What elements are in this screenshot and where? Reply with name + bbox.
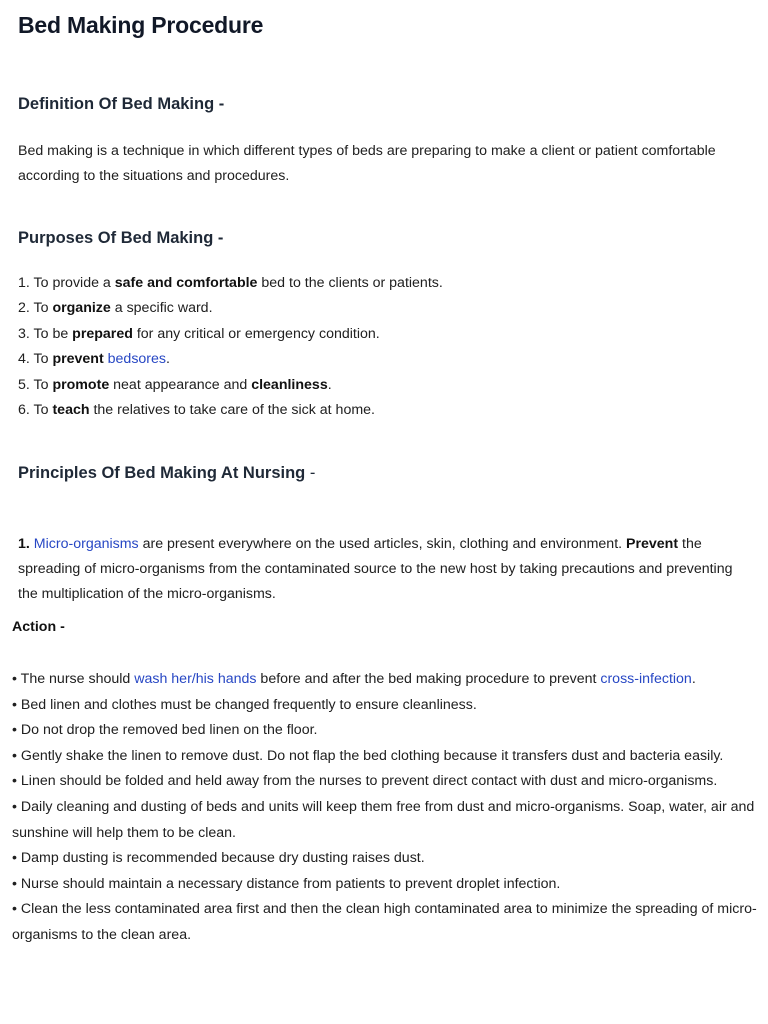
definition-heading: Definition Of Bed Making - [18, 95, 225, 113]
purpose-item-5: 5. To promote neat appearance and cleanliness. [18, 376, 332, 393]
action-item-2: • Bed linen and clothes must be changed frequently to ensure cleanliness. [12, 696, 477, 713]
action-item-1: • The nurse should wash her/his hands before and after the bed making procedure to prevent cross-infection. [12, 671, 696, 687]
purpose-item-1: 1. To provide a safe and comfortable bed to the clients or patients. [18, 275, 443, 291]
purpose-item-3: 3. To be prepared for any critical or emergency condition. [18, 325, 380, 342]
definition-text: Bed making is a technique in which different types of beds are preparing to make a client or patient comfortable according to the situations and procedures. [18, 143, 716, 184]
principles-heading: Principles Of Bed Making At Nursing - [18, 464, 316, 482]
cross-infection-link[interactable]: cross-infection [600, 671, 692, 687]
action-item-7: • Damp dusting is recommended because dry dusting raises dust. [12, 850, 425, 867]
action-item-5: • Linen should be folded and held away from the nurses to prevent direct contact with dust and micro-organisms. [12, 773, 718, 790]
action-item-9: • Clean the less contaminated area first and then the clean high contaminated area to minimize the spreading of micro-organisms to the clean area. [12, 901, 757, 943]
bedsores-link[interactable]: bedsores [107, 351, 167, 368]
purpose-item-6: 6. To teach the relatives to take care of the sick at home. [18, 402, 375, 419]
purpose-item-2: 2. To organize a specific ward. [18, 300, 213, 317]
wash-hands-link[interactable]: wash her/his hands [134, 671, 257, 687]
actions-list [12, 667, 760, 949]
purpose-item-4: 4. To prevent bedsores. [18, 351, 170, 368]
purposes-list [18, 271, 758, 423]
action-item-4: • Gently shake the linen to remove dust. Do not flap the bed clothing because it transfers dust and bacteria easily. [12, 747, 724, 764]
action-label: Action - [12, 619, 65, 635]
page-title: Bed Making Procedure [18, 12, 264, 38]
action-item-6: • Daily cleaning and dusting of beds and units will keep them free from dust and micro-organisms. Soap, water, air and sunshine will help them to be clean. [12, 798, 755, 841]
purposes-heading: Purposes Of Bed Making - [18, 229, 224, 247]
action-item-8: • Nurse should maintain a necessary distance from patients to prevent droplet infection. [12, 875, 561, 892]
micro-organisms-link[interactable]: Micro-organisms [33, 536, 139, 552]
action-item-3: • Do not drop the removed bed linen on the floor. [12, 722, 318, 739]
principle-1-text: 1. Micro-organisms are present everywhere on the used articles, skin, clothing and environment. Prevent the spreading of micro-organisms from the contaminated source to the new host by taking precautions and preventing the multiplication of the micro-organisms. [18, 536, 733, 602]
